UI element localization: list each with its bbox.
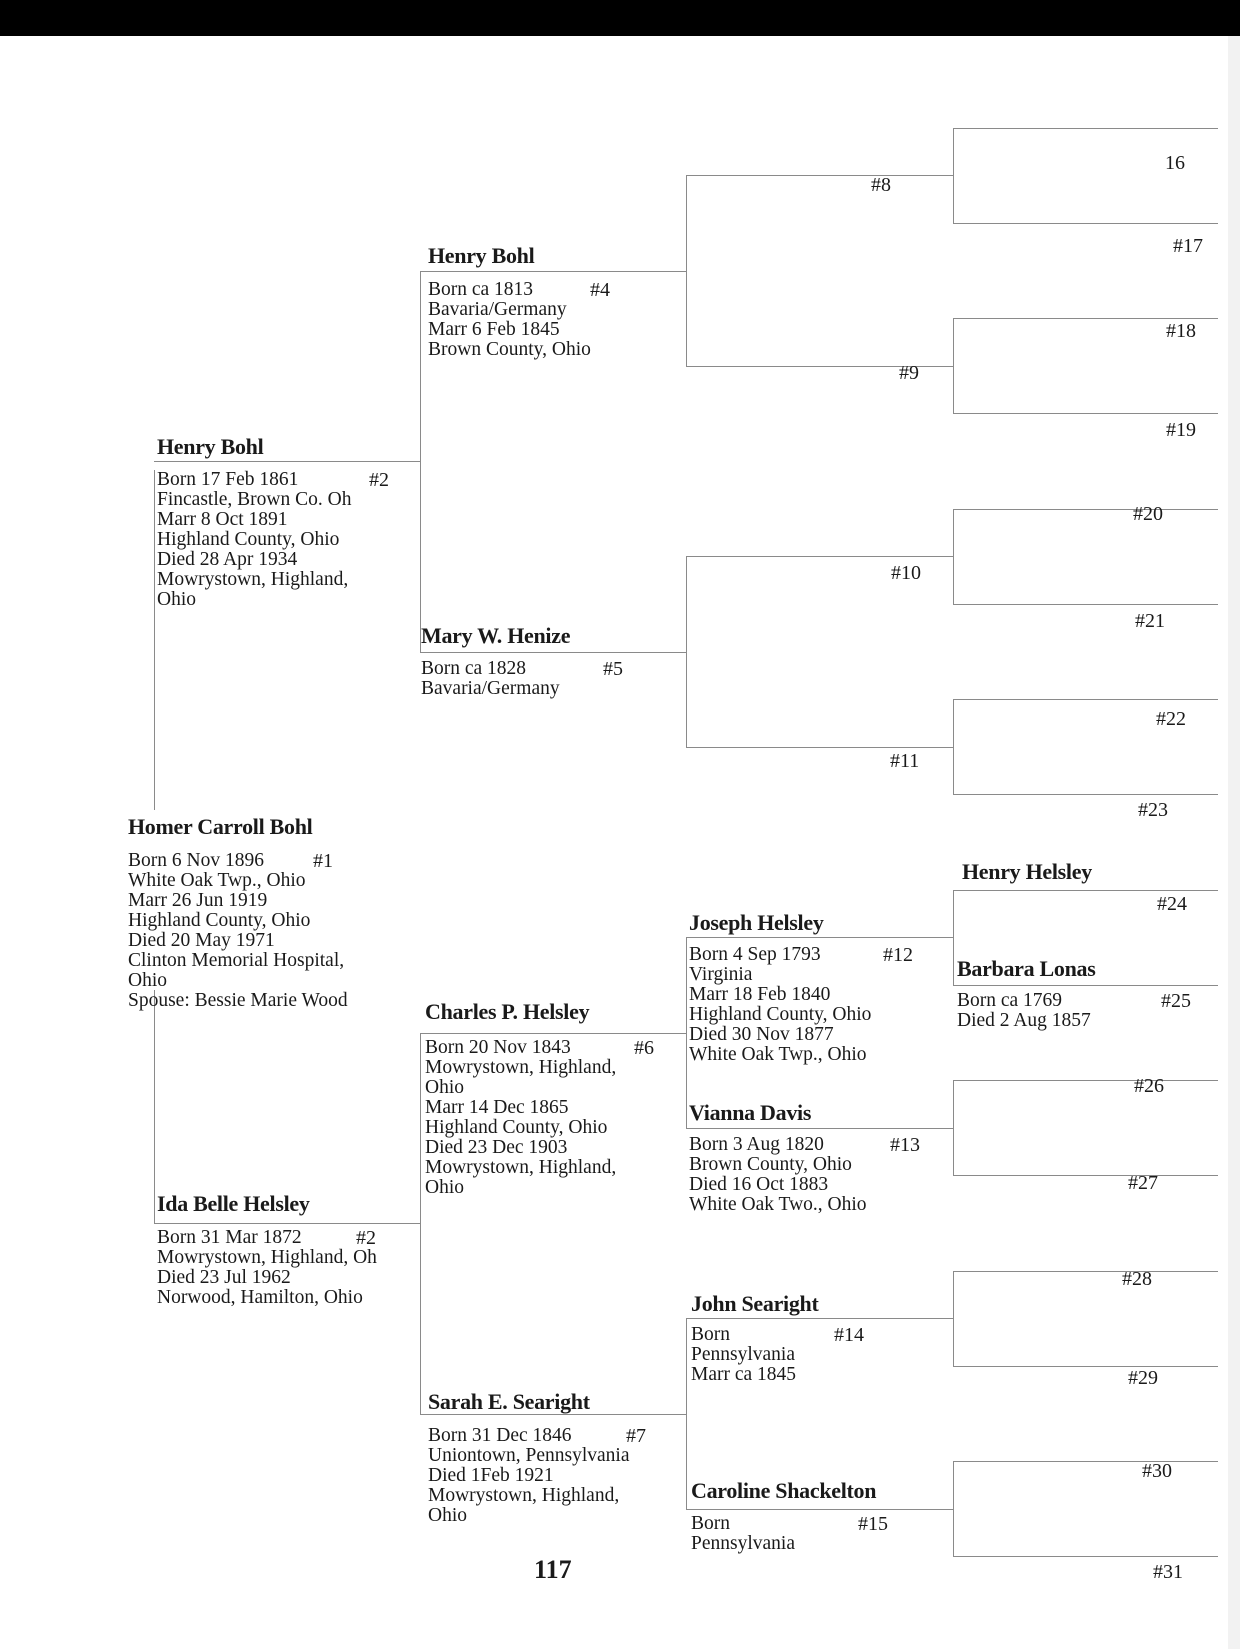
- person-details: [157, 470, 351, 610]
- person-number: #1: [313, 850, 333, 872]
- connector-line: [953, 509, 1218, 510]
- connector-line: [953, 128, 1218, 129]
- connector-line: [953, 223, 1218, 224]
- detail-line: White Oak Two., Ohio: [689, 1194, 867, 1215]
- slot-number: #9: [899, 362, 919, 384]
- person-details: [428, 1426, 629, 1526]
- detail-line: Clinton Memorial Hospital,: [128, 950, 345, 971]
- person-number: #7: [626, 1425, 646, 1447]
- detail-line: White Oak Twp., Ohio: [689, 1044, 867, 1065]
- detail-line: Born 17 Feb 1861: [157, 469, 299, 490]
- person-name: Charles P. Helsley: [425, 999, 590, 1024]
- connector-line: [154, 470, 155, 810]
- page-number: 117: [534, 1555, 572, 1584]
- person-details: [425, 1038, 616, 1198]
- connector-line: [953, 1461, 954, 1557]
- connector-line: [686, 937, 953, 938]
- connector-line: [953, 604, 1218, 605]
- detail-line: Pennsylvania: [691, 1533, 795, 1554]
- connector-line: [953, 699, 954, 795]
- connector-line: [686, 175, 687, 367]
- connector-line: [686, 556, 953, 557]
- person-name: Sarah E. Searight: [428, 1389, 590, 1414]
- detail-line: Ohio: [425, 1077, 464, 1098]
- connector-line: [953, 318, 954, 414]
- connector-line: [953, 128, 954, 224]
- detail-line: Spouse: Bessie Marie Wood: [128, 990, 348, 1011]
- slot-number: 16: [1165, 152, 1185, 174]
- detail-line: Pennsylvania: [691, 1344, 795, 1365]
- detail-line: Mowrystown, Highland, Oh: [157, 1247, 377, 1268]
- detail-line: Mowrystown, Highland,: [425, 1157, 617, 1178]
- connector-line: [953, 1271, 1218, 1272]
- connector-line: [686, 556, 687, 748]
- connector-line: [953, 1271, 954, 1367]
- person-details: [691, 1325, 796, 1385]
- connector-line: [953, 890, 954, 986]
- person-name: Henry Bohl: [157, 434, 264, 459]
- detail-line: Highland County, Ohio: [425, 1117, 608, 1138]
- detail-line: Marr 6 Feb 1845: [428, 319, 560, 340]
- detail-line: Born ca 1828: [421, 658, 527, 679]
- connector-line: [420, 1414, 686, 1415]
- connector-line: [154, 461, 420, 462]
- detail-line: Born 31 Mar 1872: [157, 1227, 302, 1248]
- detail-line: Ohio: [425, 1177, 464, 1198]
- scan-top-border: [0, 0, 1240, 36]
- person-name: John Searight: [691, 1291, 819, 1316]
- detail-line: Fincastle, Brown Co. Oh: [157, 489, 352, 510]
- connector-line: [686, 1318, 687, 1510]
- slot-number: #29: [1128, 1367, 1158, 1389]
- detail-line: Virginia: [689, 964, 753, 985]
- connector-line: [420, 1033, 421, 1414]
- detail-line: Born: [691, 1513, 730, 1534]
- detail-line: Brown County, Ohio: [428, 339, 591, 360]
- person-name: Homer Carroll Bohl: [128, 814, 313, 839]
- connector-line: [953, 699, 1218, 700]
- detail-line: Died 30 Nov 1877: [689, 1024, 834, 1045]
- person-details: [689, 1135, 867, 1215]
- detail-line: Born: [691, 1324, 730, 1345]
- connector-line: [953, 1175, 1218, 1176]
- person-number: #12: [883, 944, 913, 966]
- slot-number: #26: [1134, 1075, 1164, 1097]
- person-number: #5: [603, 658, 623, 680]
- slot-number: #31: [1153, 1561, 1183, 1583]
- person-number: #15: [858, 1513, 888, 1535]
- detail-line: Bavaria/Germany: [428, 299, 567, 320]
- connector-line: [953, 1461, 1218, 1462]
- slot-number: #21: [1135, 610, 1165, 632]
- person-details: [157, 1228, 377, 1308]
- slot-number: #28: [1122, 1268, 1152, 1290]
- person-name: Henry Helsley: [962, 859, 1092, 884]
- connector-line: [953, 509, 954, 605]
- person-details: [421, 659, 560, 699]
- person-name: Ida Belle Helsley: [157, 1191, 310, 1216]
- connector-line: [953, 1366, 1218, 1367]
- connector-line: [686, 747, 953, 748]
- connector-line: [953, 318, 1218, 319]
- detail-line: Marr 26 Jun 1919: [128, 890, 268, 911]
- detail-line: Died 23 Dec 1903: [425, 1137, 568, 1158]
- detail-line: Mowrystown, Highland,: [428, 1485, 620, 1506]
- person-name: Caroline Shackelton: [691, 1478, 877, 1503]
- person-details: [428, 280, 591, 360]
- connector-line: [953, 794, 1218, 795]
- detail-line: Bavaria/Germany: [421, 678, 560, 699]
- detail-line: Died 16 Oct 1883: [689, 1174, 829, 1195]
- person-name: Joseph Helsley: [689, 910, 824, 935]
- detail-line: White Oak Twp., Ohio: [128, 870, 306, 891]
- detail-line: Born 3 Aug 1820: [689, 1134, 824, 1155]
- detail-line: Ohio: [428, 1505, 467, 1526]
- person-name: Vianna Davis: [689, 1100, 812, 1125]
- detail-line: Ohio: [128, 970, 167, 991]
- person-details: [957, 991, 1091, 1031]
- slot-number: #23: [1138, 799, 1168, 821]
- connector-line: [686, 1509, 953, 1510]
- slot-number: #22: [1156, 708, 1186, 730]
- person-number: #2: [369, 469, 389, 491]
- connector-line: [420, 271, 421, 652]
- detail-line: Highland County, Ohio: [128, 910, 311, 931]
- detail-line: Born ca 1813: [428, 279, 534, 300]
- connector-line: [420, 1033, 686, 1034]
- detail-line: Highland County, Ohio: [157, 529, 340, 550]
- slot-number: #19: [1166, 419, 1196, 441]
- connector-line: [420, 271, 686, 272]
- person-number: #4: [590, 279, 610, 301]
- detail-line: Marr 8 Oct 1891: [157, 509, 288, 530]
- connector-line: [686, 1318, 953, 1319]
- slot-number: #8: [871, 174, 891, 196]
- detail-line: Born 6 Nov 1896: [128, 850, 264, 871]
- person-details: [691, 1514, 795, 1554]
- detail-line: Uniontown, Pennsylvania: [428, 1445, 630, 1466]
- detail-line: Ohio: [157, 589, 196, 610]
- connector-line: [154, 1223, 420, 1224]
- person-name: Barbara Lonas: [957, 956, 1096, 981]
- detail-line: Born 4 Sep 1793: [689, 944, 821, 965]
- detail-line: Born 31 Dec 1846: [428, 1425, 572, 1446]
- detail-line: Died 20 May 1971: [128, 930, 275, 951]
- detail-line: Born 20 Nov 1843: [425, 1037, 571, 1058]
- person-number: #24: [1157, 893, 1187, 915]
- scan-right-edge: [1228, 36, 1240, 1649]
- person-name: Mary W. Henize: [421, 623, 571, 648]
- detail-line: Died 28 Apr 1934: [157, 549, 298, 570]
- person-name: Henry Bohl: [428, 243, 535, 268]
- detail-line: Born ca 1769: [957, 990, 1063, 1011]
- person-number: #14: [834, 1324, 864, 1346]
- person-number: #6: [634, 1037, 654, 1059]
- connector-line: [420, 652, 686, 653]
- connector-line: [953, 413, 1218, 414]
- detail-line: Highland County, Ohio: [689, 1004, 872, 1025]
- slot-number: #20: [1133, 503, 1163, 525]
- slot-number: #18: [1166, 320, 1196, 342]
- person-number: #2: [356, 1227, 376, 1249]
- detail-line: Norwood, Hamilton, Ohio: [157, 1287, 363, 1308]
- detail-line: Brown County, Ohio: [689, 1154, 852, 1175]
- person-number: #25: [1161, 990, 1191, 1012]
- slot-number: #11: [890, 750, 920, 772]
- slot-number: #17: [1173, 235, 1203, 257]
- detail-line: Died 1Feb 1921: [428, 1465, 554, 1486]
- detail-line: Mowrystown, Highland,: [425, 1057, 617, 1078]
- connector-line: [953, 1080, 1218, 1081]
- connector-line: [953, 1080, 954, 1176]
- connector-line: [953, 1556, 1218, 1557]
- detail-line: Marr 14 Dec 1865: [425, 1097, 569, 1118]
- connector-line: [686, 175, 953, 176]
- detail-line: Marr 18 Feb 1840: [689, 984, 831, 1005]
- slot-number: #30: [1142, 1460, 1172, 1482]
- connector-line: [154, 990, 155, 1223]
- slot-number: #10: [891, 562, 921, 584]
- detail-line: Died 2 Aug 1857: [957, 1010, 1091, 1031]
- connector-line: [686, 937, 687, 1129]
- person-number: #13: [890, 1134, 920, 1156]
- detail-line: Died 23 Jul 1962: [157, 1267, 291, 1288]
- connector-line: [686, 1128, 953, 1129]
- slot-number: #27: [1128, 1172, 1158, 1194]
- person-details: [689, 945, 871, 1065]
- connector-line: [953, 890, 1218, 891]
- person-details: [128, 851, 348, 1011]
- detail-line: Mowrystown, Highland,: [157, 569, 349, 590]
- detail-line: Marr ca 1845: [691, 1364, 797, 1385]
- connector-line: [953, 985, 1218, 986]
